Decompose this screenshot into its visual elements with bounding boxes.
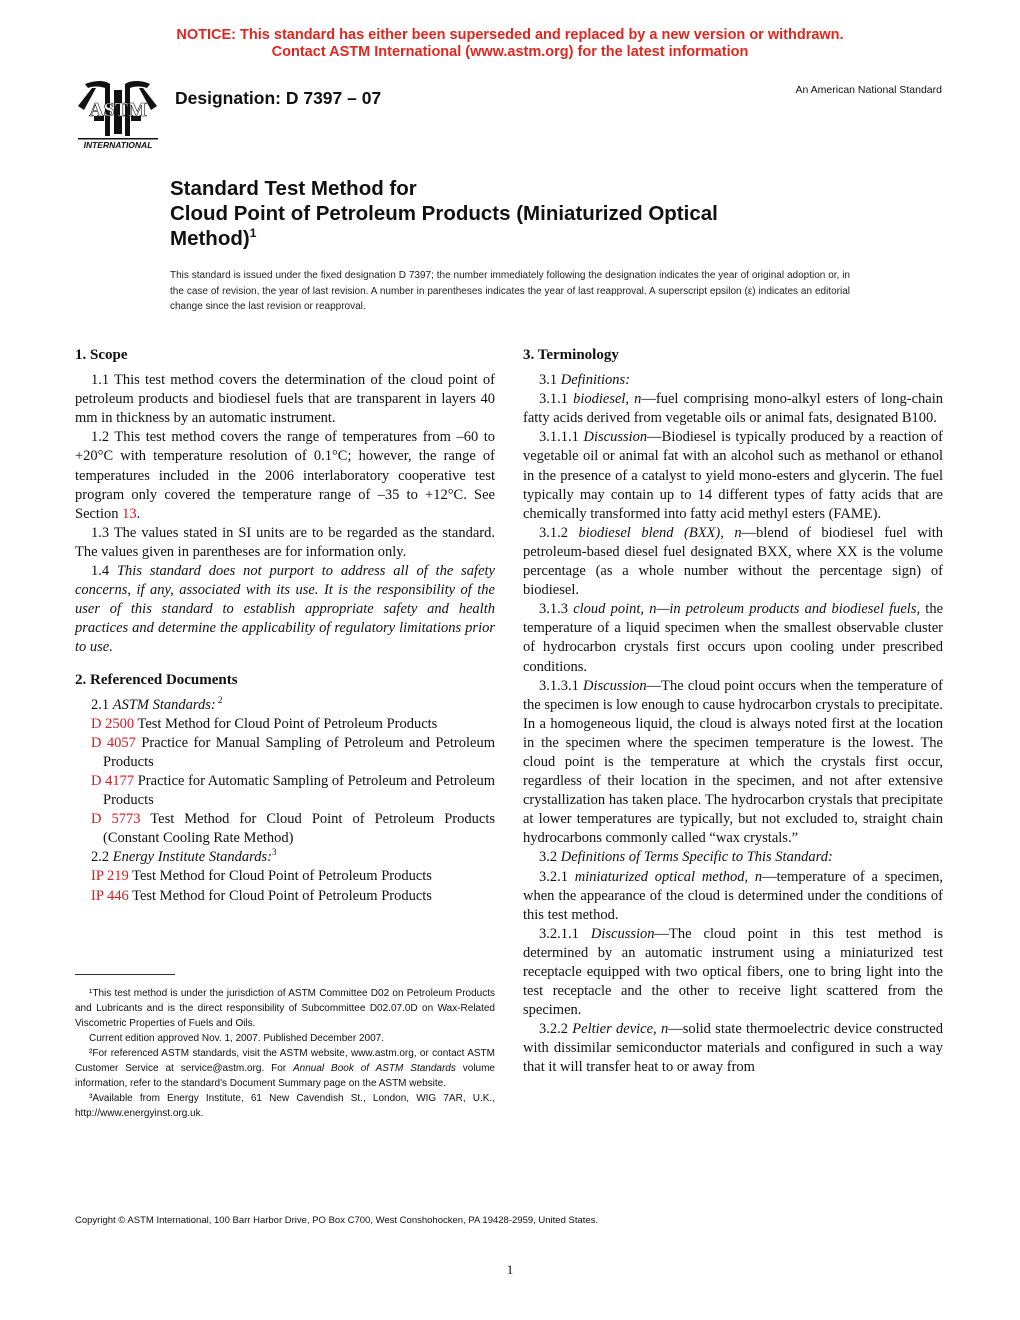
para-3-2-2-text: —solid state thermoelectric device constructed with dissimilar semiconductor materials and configured in such a way that it will transfer heat to or away from (523, 1021, 943, 1076)
title-footnote-ref[interactable]: 1 (249, 226, 257, 241)
para-3-1-3 (523, 600, 943, 676)
reference-item (75, 715, 495, 734)
reference-link[interactable]: IP 446 (91, 887, 129, 904)
national-standard-label: An American National Standard (795, 84, 942, 96)
para-3-2-1-term: miniaturized optical method, n (574, 868, 763, 885)
footnote-3: ³Available from Energy Institute, 61 New Cavendish St., London, WIG 7AR, U.K., http://www.energyinst.org.uk. (75, 1093, 495, 1119)
reference-title: Practice for Automatic Sampling of Petroleum and Petroleum Products (103, 772, 495, 809)
footnote-2-text-b: volume information, refer to the standard's Document Summary page on the ASTM website. (75, 1063, 495, 1089)
reference-item (75, 772, 495, 810)
para-3-2-1-1-num: 3.2.1.1 (539, 925, 591, 942)
reference-title: Test Method for Cloud Point of Petroleum Products (Constant Cooling Rate Method) (103, 811, 495, 847)
title-line-2: Cloud Point of Petroleum Products (Miniaturized Optical (170, 202, 718, 225)
right-column (523, 346, 943, 1078)
copyright-line: Copyright © ASTM International, 100 Barr Harbor Drive, PO Box C700, West Conshohocken, PA 19428-2959, United States. (75, 1215, 599, 1226)
left-column (75, 346, 495, 906)
title-line-1: Standard Test Method for (170, 177, 417, 200)
terminology-heading: 3. Terminology (523, 347, 619, 363)
footnote-divider (75, 974, 175, 975)
reference-link[interactable]: D 5773 (91, 811, 141, 828)
reference-item (75, 887, 495, 906)
document-title (170, 176, 850, 251)
footnote-1b: Current edition approved Nov. 1, 2007. Published December 2007. (89, 1033, 384, 1044)
logo-text: ASTM (89, 99, 147, 121)
para-3-2-2-term: Peltier device, n (572, 1021, 669, 1038)
reference-item (75, 734, 495, 772)
para-3-1-num: 3.1 (539, 372, 561, 389)
title-line-3-text: Method) (170, 227, 250, 250)
para-3-1-1-num: 3.1.1 (539, 391, 574, 408)
notice-line-2: Contact ASTM International (www.astm.org) for the latest information (271, 44, 749, 60)
para-2-1-num: 2.1 (91, 696, 113, 713)
page-number: 1 (506, 1262, 514, 1277)
reference-link[interactable]: D 4057 (91, 734, 136, 751)
para-3-2-1-num: 3.2.1 (539, 868, 575, 885)
para-1-2-end: . (136, 505, 141, 522)
para-3-1-1-1-text: —Biodiesel is typically produced by a reaction of vegetable oil or animal fat with an alcohol such as methanol or ethanol in the presence of a catalyst to yield mono-esters and glycerin. The fuel typically may contain up to 14 different types of fatty acids that are chemically transformed into fatty acid methyl esters (FAME). (523, 429, 943, 522)
para-3-1-3-1-text: —The cloud point occurs when the temperature of the specimen is low enough to cause hydrocarbon crystals to precipitate. In a homogeneous liquid, the cloud is always noted first at the location in the specimen where the specimen temperature is the lowest. The cloud point is the temperature at which the crystals first occur, regardless of their location in the specimen, and not after extensive crystallization has taken place. The hydrocarbon crystals that precipitate at lower temperatures are typically, but not excluded to, straight chain hydrocarbons commonly called “wax crystals.” (523, 677, 943, 847)
reference-title: Test Method for Cloud Point of Petroleum Products (128, 868, 432, 885)
footnote-2 (75, 1046, 495, 1091)
para-3-2-2 (523, 1020, 943, 1077)
footnote-1: ¹This test method is under the jurisdiction of ASTM Committee D02 on Petroleum Products and Lubricants and is the direct responsibility of Subcommittee D02.07.0D on Wax-Related Viscometric Properties of Fuels and Oils. (75, 988, 495, 1029)
footnotes (75, 986, 495, 1121)
para-3-1-3-num: 3.1.3 (539, 601, 574, 618)
footnote-2-italic: Annual Book of ASTM Standards (293, 1063, 456, 1074)
reference-title: Practice for Manual Sampling of Petroleum and Petroleum Products (103, 734, 495, 770)
para-2-1-text: ASTM Standards: (112, 696, 216, 713)
para-2-2-text: Energy Institute Standards: (112, 849, 272, 866)
para-3-2-text: Definitions of Terms Specific to This Standard: (560, 849, 833, 866)
para-3-1-3-term: cloud point, n—in petroleum products and biodiesel fuels, (573, 601, 921, 618)
para-3-1 (523, 371, 943, 390)
issuance-notice: This standard is issued under the fixed designation D 7397; the number immediately following the designation indicates the year of original adoption or, in the case of revision, the year of last revision. A number in parentheses indicates the year of last reapproval. A superscript epsilon (ε) indicates an editorial change since the last revision or reapproval. (170, 270, 850, 312)
para-3-1-1-1-num: 3.1.1.1 (539, 429, 584, 446)
para-3-1-3-1 (523, 677, 943, 849)
para-2-2 (75, 848, 495, 867)
footnote-2-ref[interactable]: 2 (215, 694, 223, 705)
ei-reference-list (75, 867, 495, 905)
para-3-1-1-1 (523, 428, 943, 523)
reference-title: Test Method for Cloud Point of Petroleum Products (134, 715, 438, 732)
para-1-4-text: This standard does not purport to address all of the safety concerns, if any, associated with its use. It is the responsibility of the user of this standard to establish appropriate safety and health practices and determine the applicability of regulatory limitations prior to use. (75, 563, 495, 656)
para-3-2-1-text: —temperature of a specimen, when the appearance of the cloud is determined under the conditions of this test method. (523, 868, 944, 923)
para-3-1-2-num: 3.1.2 (539, 524, 579, 541)
para-3-1-1-term: biodiesel, n (573, 391, 642, 408)
para-2-1 (75, 696, 495, 715)
para-2-2-num: 2.2 (91, 849, 113, 866)
footnote-2-text-a: ²For referenced ASTM standards, visit the ASTM website, www.astm.org, or contact ASTM Customer Service at service@astm.org. For (75, 1048, 495, 1074)
title-line-3 (170, 226, 850, 251)
para-3-1-2-text: —blend of biodiesel fuel with petroleum-based diesel fuel designated BXX, where XX is the volume percentage (as a whole number without the percentage sign) of biodiesel. (523, 524, 944, 599)
para-3-2-1-1-term: Discussion (590, 925, 655, 942)
reference-link[interactable]: D 4177 (91, 772, 135, 789)
reference-link[interactable]: IP 219 (91, 868, 129, 885)
para-3-1-1-text: —fuel comprising mono-alkyl esters of long-chain fatty acids derived from vegetable oils or animal fats, designated B100. (523, 391, 943, 427)
logo-subtext: INTERNATIONAL (83, 140, 153, 150)
para-3-2-1 (523, 868, 943, 925)
para-3-1-3-text: the temperature of a liquid specimen when the smallest observable cluster of hydrocarbon crystals first occurs upon cooling under prescribed conditions. (523, 601, 944, 675)
para-1-2 (75, 428, 495, 523)
para-3-2-2-num: 3.2.2 (539, 1021, 573, 1038)
para-3-1-3-1-num: 3.1.3.1 (539, 677, 584, 694)
para-3-1-1 (523, 390, 943, 428)
para-3-1-2 (523, 524, 943, 600)
para-3-2 (523, 848, 943, 867)
reference-link[interactable]: D 2500 (91, 715, 135, 732)
section-13-link[interactable]: 13 (122, 505, 137, 522)
para-3-1-text: Definitions: (560, 372, 631, 389)
para-3-1-3-1-term: Discussion (583, 677, 647, 694)
reference-title: Test Method for Cloud Point of Petroleum Products (128, 887, 432, 904)
reference-item (75, 810, 495, 848)
referenced-docs-heading: 2. Referenced Documents (75, 671, 238, 688)
para-3-2-num: 3.2 (539, 849, 561, 866)
footnote-3-ref[interactable]: 3 (271, 847, 277, 858)
para-1-3: 1.3 The values stated in SI units are to be regarded as the standard. The values given in parentheses are for information only. (75, 524, 495, 560)
para-3-2-1-1 (523, 925, 943, 1020)
notice-line-1: NOTICE: This standard has either been superseded and replaced by a new version or withdrawn. (176, 27, 844, 43)
reference-item (75, 867, 495, 886)
astm-logo-icon (70, 76, 165, 151)
para-3-2-1-1-text: —The cloud point in this test method is determined by an automatic instrument using a miniaturized test receptacle equipped with two optical fibers, one to bring light into the test receptacle and the other to receive light scattered from the specimen. (523, 925, 943, 1019)
para-1-4-num: 1.4 (91, 563, 117, 580)
para-1-2-text: 1.2 This test method covers the range of temperatures from –60 to +20°C with temperature resolution of 0.1°C; however, the range of temperatures included in the 2006 interlaboratory cooperative test program only covered the temperature range of –35 to +12°C. See Section (75, 429, 495, 522)
designation: Designation: D 7397 – 07 (175, 88, 382, 108)
para-3-1-1-1-term: Discussion (583, 429, 648, 446)
astm-reference-list (75, 715, 495, 849)
para-1-4 (75, 562, 495, 657)
para-1-1: 1.1 This test method covers the determination of the cloud point of petroleum products and biodiesel fuels that are transparent in layers 40 mm in thickness by an automatic instrument. (75, 372, 495, 427)
scope-heading: 1. Scope (75, 347, 128, 363)
para-3-1-2-term: biodiesel blend (BXX), n (578, 524, 742, 541)
